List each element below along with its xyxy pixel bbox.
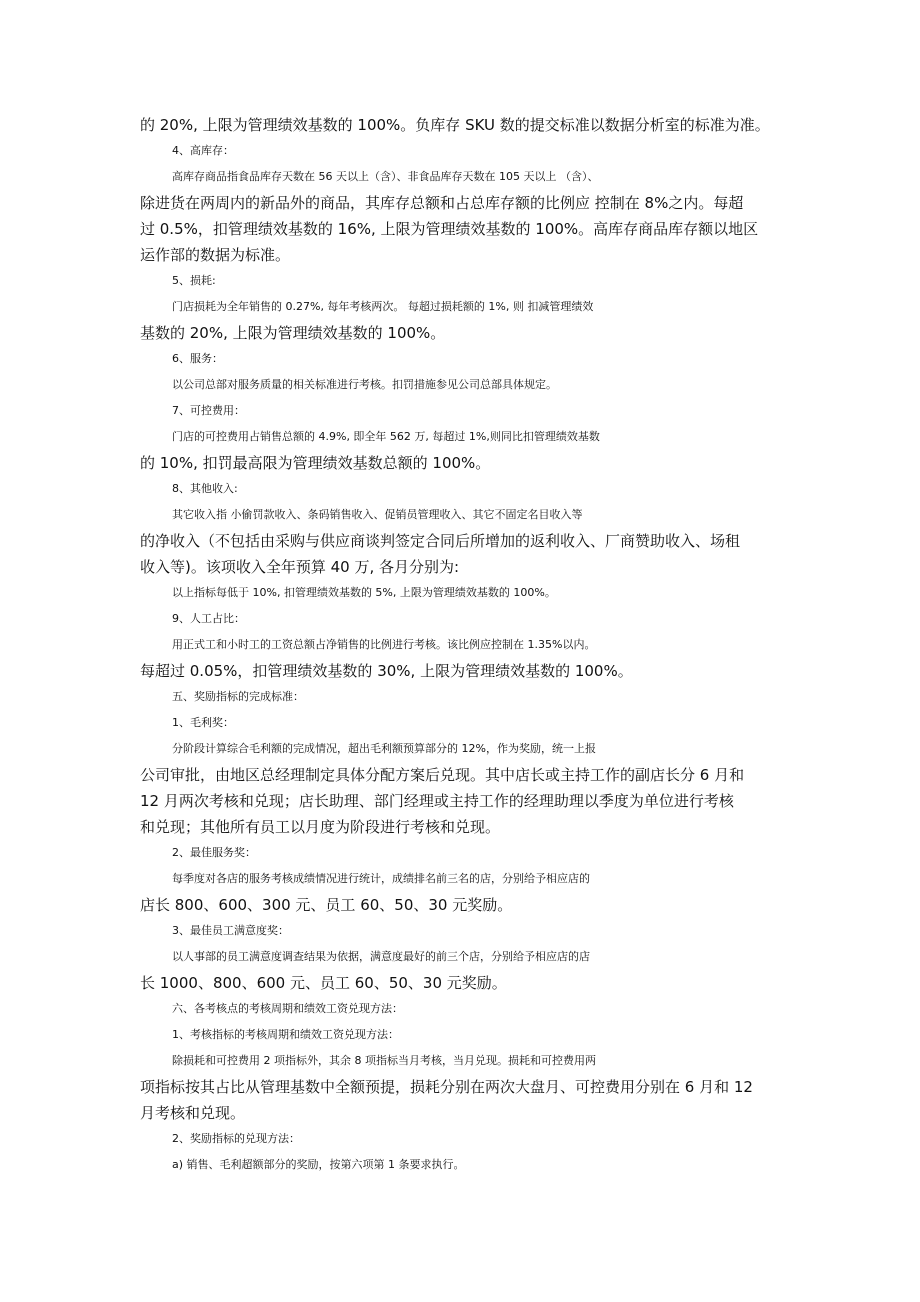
text-line: 门店的可控费用占销售总额的 4.9%, 即全年 562 万, 每超过 1%,则同比扣管理绩效基数 <box>172 430 600 443</box>
document-body <box>140 112 802 1178</box>
text-line: 的 20%, 上限为管理绩效基数的 100%。负库存 SKU 数的提交标准以数据分析室的标准为准。 <box>140 116 770 134</box>
text-line: a) 销售、毛利超额部分的奖励，按第六项第 1 条要求执行。 <box>172 1158 465 1171</box>
text-line: 1、毛利奖： <box>172 716 234 729</box>
text-line: 收入等)。该项收入全年预算 40 万, 各月分别为: <box>140 558 460 576</box>
text-line: 除进货在两周内的新品外的商品，其库存总额和占总库存额的比例应 控制在 8%之内。每超 <box>140 194 744 212</box>
text-line: 六、各考核点的考核周期和绩效工资兑现方法： <box>172 1002 403 1015</box>
text-line: 除损耗和可控费用 2 项指标外，其余 8 项指标当月考核，当月兑现。损耗和可控费用两 <box>172 1054 596 1067</box>
text-line: 3、最佳员工满意度奖： <box>172 924 289 937</box>
text-line: 店长 800、600、300 元、员工 60、50、30 元奖励。 <box>140 896 513 914</box>
text-line: 过 0.5%，扣管理绩效基数的 16%, 上限为管理绩效基数的 100%。高库存商品库存额以地区 <box>140 220 759 238</box>
text-line: 和兑现；其他所有员工以月度为阶段进行考核和兑现。 <box>140 818 501 836</box>
text-line: 的净收入（不包括由采购与供应商谈判签定合同后所增加的返利收入、厂商赞助收入、场租 <box>140 532 741 550</box>
text-line: 12 月两次考核和兑现；店长助理、部门经理或主持工作的经理助理以季度为单位进行考核 <box>140 792 734 810</box>
text-line: 基数的 20%, 上限为管理绩效基数的 100%。 <box>140 324 446 342</box>
text-line: 公司审批，由地区总经理制定具体分配方案后兑现。其中店长或主持工作的副店长分 6 月和 <box>140 766 745 784</box>
text-line: 项指标按其占比从管理基数中全额预提，损耗分别在两次大盘月、可控费用分别在 6 月和 12 <box>140 1078 753 1096</box>
text-line: 以公司总部对服务质量的相关标准进行考核。扣罚措施参见公司总部具体规定。 <box>172 378 557 391</box>
text-line: 其它收入指 小偷罚款收入、条码销售收入、促销员管理收入、其它不固定名目收入等 <box>172 508 583 521</box>
text-line: 用正式工和小时工的工资总额占净销售的比例进行考核。该比例应控制在 1.35%以内。 <box>172 638 596 651</box>
text-line: 1、考核指标的考核周期和绩效工资兑现方法： <box>172 1028 399 1041</box>
text-line: 高库存商品指食品库存天数在 56 天以上（含）、非食品库存天数在 105 天以上 （含）、 <box>172 170 599 183</box>
text-line: 长 1000、800、600 元、员工 60、50、30 元奖励。 <box>140 974 507 992</box>
text-line: 门店损耗为全年销售的 0.27%, 每年考核两次。 每超过损耗额的 1%, 则 扣减管理绩效 <box>172 300 594 313</box>
text-line: 五、奖励指标的完成标准： <box>172 690 304 703</box>
text-line: 以上指标每低于 10%, 扣管理绩效基数的 5%, 上限为管理绩效基数的 100%。 <box>172 586 556 599</box>
text-line: 5、损耗: <box>172 274 216 287</box>
text-line: 以人事部的员工满意度调查结果为依据，满意度最好的前三个店，分别给予相应店的店 <box>172 950 590 963</box>
text-line: 的 10%, 扣罚最高限为管理绩效基数总额的 100%。 <box>140 454 491 472</box>
text-line: 月考核和兑现。 <box>140 1104 246 1122</box>
text-line: 6、服务： <box>172 352 223 365</box>
text-line: 9、人工占比： <box>172 612 245 625</box>
text-line: 分阶段计算综合毛利额的完成情况，超出毛利额预算部分的 12%，作为奖励，统一上报 <box>172 742 596 755</box>
text-line: 每超过 0.05%，扣管理绩效基数的 30%, 上限为管理绩效基数的 100%。 <box>140 662 633 680</box>
text-line: 4、高库存： <box>172 144 234 157</box>
text-line: 2、奖励指标的兑现方法： <box>172 1132 300 1145</box>
text-line: 运作部的数据为标准。 <box>140 246 291 264</box>
text-line: 7、可控费用： <box>172 404 245 417</box>
text-line: 2、最佳服务奖： <box>172 846 256 859</box>
text-line: 每季度对各店的服务考核成绩情况进行统计，成绩排名前三名的店，分别给予相应店的 <box>172 872 590 885</box>
text-line: 8、其他收入: <box>172 482 238 495</box>
